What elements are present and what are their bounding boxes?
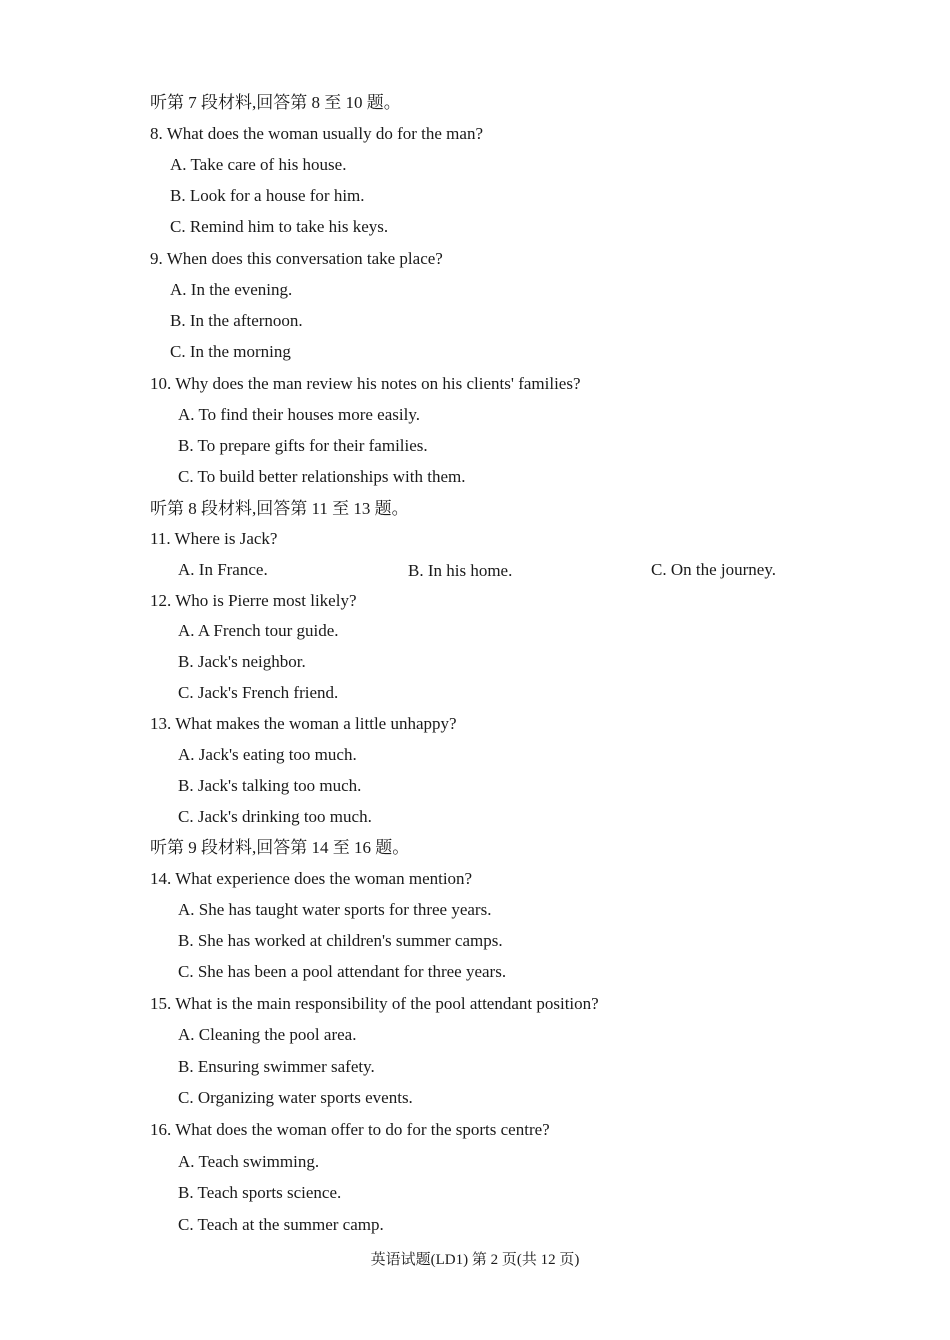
option-8c: C. Remind him to take his keys. — [170, 217, 389, 236]
page-footer: 英语试题(LD1) 第 2 页(共 12 页) — [370, 1252, 580, 1268]
option-9a: A. In the evening. — [170, 280, 293, 299]
option-15b: B. Ensuring swimmer safety. — [178, 1057, 375, 1076]
question-13: 13. What makes the woman a little unhappy? — [150, 714, 457, 733]
option-10a: A. To find their houses more easily. — [178, 405, 420, 424]
option-12a: A. A French tour guide. — [178, 621, 339, 640]
option-9b: B. In the afternoon. — [170, 311, 303, 330]
option-13c: C. Jack's drinking too much. — [178, 807, 372, 826]
question-14: 14. What experience does the woman mention? — [150, 869, 473, 888]
option-10c: C. To build better relationships with them. — [178, 467, 466, 486]
option-15a: A. Cleaning the pool area. — [178, 1025, 357, 1044]
section-heading: 听第 8 段材料,回答第 11 至 13 题。 — [150, 499, 409, 518]
option-11c: C. On the journey. — [651, 560, 776, 579]
option-8a: A. Take care of his house. — [170, 155, 347, 174]
section-heading: 听第 9 段材料,回答第 14 至 16 题。 — [150, 838, 410, 857]
option-15c: C. Organizing water sports events. — [178, 1088, 413, 1107]
option-12c: C. Jack's French friend. — [178, 683, 339, 702]
question-11: 11. Where is Jack? — [150, 529, 278, 548]
question-16: 16. What does the woman offer to do for the sports centre? — [150, 1120, 550, 1139]
question-10: 10. Why does the man review his notes on his clients' families? — [150, 374, 581, 393]
option-14c: C. She has been a pool attendant for three years. — [178, 962, 507, 981]
question-9: 9. When does this conversation take place? — [150, 249, 443, 268]
option-8b: B. Look for a house for him. — [170, 186, 365, 205]
option-9c: C. In the morning — [170, 342, 291, 361]
option-16c: C. Teach at the summer camp. — [178, 1215, 384, 1234]
option-11b: B. In his home. — [408, 561, 513, 580]
option-12b: B. Jack's neighbor. — [178, 652, 306, 671]
option-16b: B. Teach sports science. — [178, 1183, 342, 1202]
question-15: 15. What is the main responsibility of the pool attendant position? — [150, 994, 599, 1013]
option-10b: B. To prepare gifts for their families. — [178, 436, 428, 455]
question-12: 12. Who is Pierre most likely? — [150, 591, 357, 610]
option-16a: A. Teach swimming. — [178, 1152, 320, 1171]
option-11a: A. In France. — [178, 560, 268, 579]
question-8: 8. What does the woman usually do for the man? — [150, 124, 483, 143]
section-heading: 听第 7 段材料,回答第 8 至 10 题。 — [150, 93, 401, 112]
option-13b: B. Jack's talking too much. — [178, 776, 362, 795]
option-13a: A. Jack's eating too much. — [178, 745, 357, 764]
option-14a: A. She has taught water sports for three years. — [178, 900, 492, 919]
option-14b: B. She has worked at children's summer camps. — [178, 931, 503, 950]
